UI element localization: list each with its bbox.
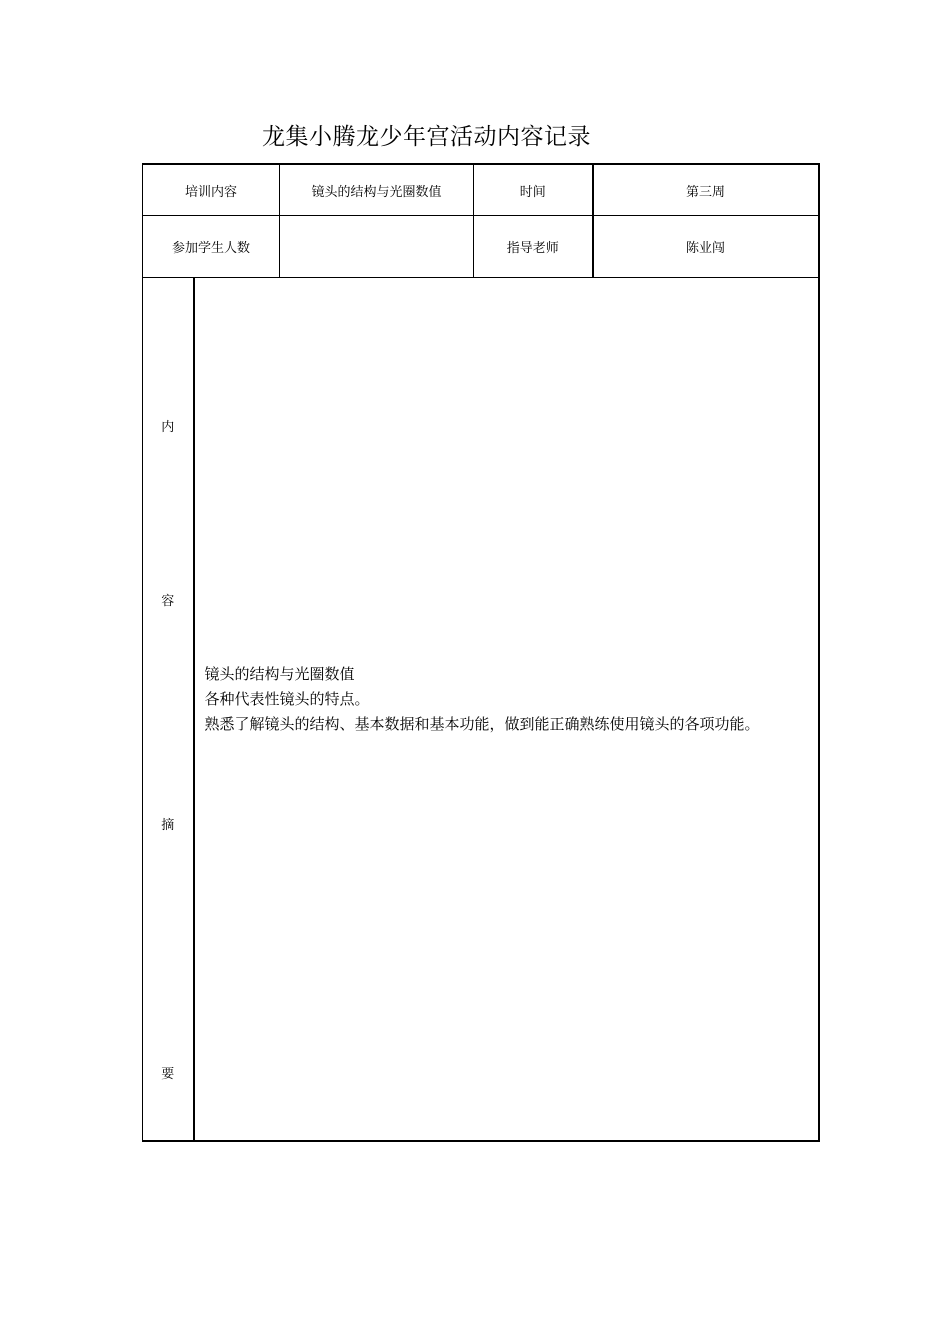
training-content-value: 镜头的结构与光圈数值 [280, 164, 474, 216]
summary-line: 各种代表性镜头的特点。 [204, 690, 370, 708]
summary-side-label [143, 278, 194, 1142]
summary-text [205, 662, 760, 737]
teacher-value: 陈业闯 [593, 216, 819, 278]
summary-content-cell [194, 278, 819, 1142]
student-count-label: 参加学生人数 [143, 216, 280, 278]
summary-line: 镜头的结构与光圈数值 [204, 665, 355, 683]
side-char-3: 摘 [161, 818, 175, 833]
page-title: 龙集小腾龙少年宫活动内容记录 [262, 124, 591, 150]
table-row [143, 278, 819, 1142]
time-label: 时间 [474, 164, 593, 216]
training-content-label: 培训内容 [143, 164, 280, 216]
side-char-4: 要 [161, 1067, 175, 1082]
activity-record-table [142, 163, 820, 1142]
side-char-2: 容 [161, 594, 175, 609]
student-count-value [280, 216, 474, 278]
table-row [143, 164, 819, 216]
time-value: 第三周 [593, 164, 819, 216]
table-row [143, 216, 819, 278]
teacher-label: 指导老师 [474, 216, 593, 278]
side-char-1: 内 [161, 420, 175, 435]
summary-line: 熟悉了解镜头的结构、基本数据和基本功能，做到能正确熟练使用镜头的各项功能。 [204, 715, 760, 733]
